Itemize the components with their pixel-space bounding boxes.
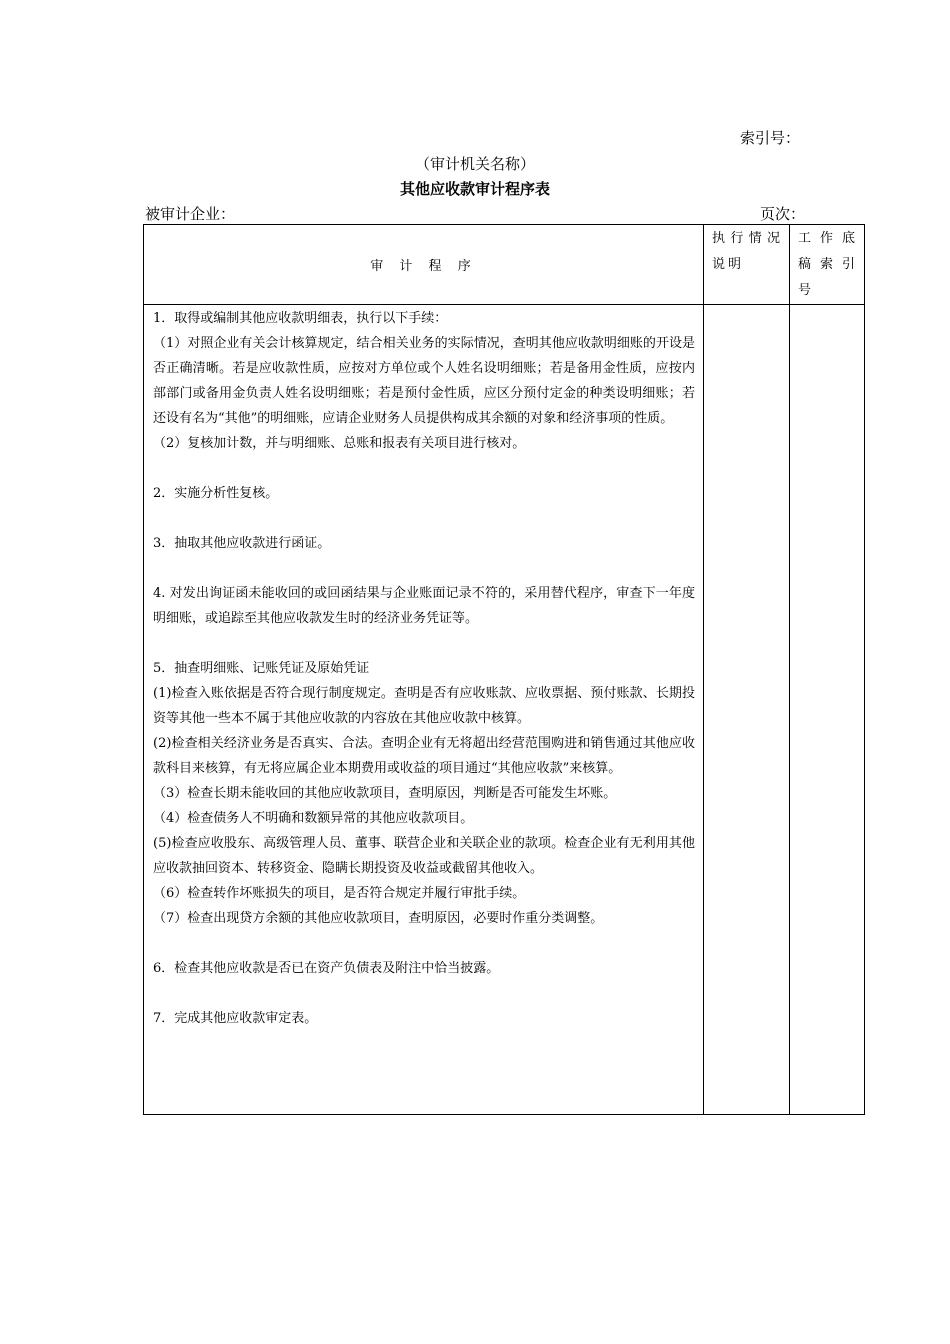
index-number-label: 索引号： <box>740 129 801 147</box>
audit-org-name: （审计机关名称） <box>414 155 535 173</box>
spacer <box>153 981 695 1006</box>
procedure-line: （3）检查长期未能收回的其他应收款项目，查明原因，判断是否可能发生坏账。 <box>153 786 617 801</box>
workpaper-index-cell[interactable] <box>790 305 865 1115</box>
procedure-line: (2)检查相关经济业务是否真实、合法。查明企业有无将超出经营范围购进和销售通过其他应收款科目来核算，有无将应属企业本期费用或收益的项目通过“其他应收款”来核算。 <box>153 736 695 776</box>
procedure-line: 7．完成其他应收款审定表。 <box>153 1011 318 1026</box>
procedure-line: （2）复核加计数，并与明细账、总账和报表有关项目进行核对。 <box>153 436 526 451</box>
procedure-line: 3．抽取其他应收款进行函证。 <box>153 536 331 551</box>
procedure-line: 2．实施分析性复核。 <box>153 486 279 501</box>
audited-enterprise-label: 被审计企业： <box>145 205 236 223</box>
spacer <box>153 931 695 956</box>
table-header-row <box>144 225 865 305</box>
audit-procedure-table <box>143 224 865 1115</box>
table-body-row <box>144 305 865 1115</box>
spacer <box>153 456 695 481</box>
procedure-cell <box>144 305 704 1115</box>
procedure-line: (1)检查入账依据是否符合现行制度规定。查明是否有应收账款、应收票据、预付账款、长期投资等其他一些本不属于其他应收款的内容放在其他应收款中核算。 <box>153 686 695 726</box>
execution-notes-cell[interactable] <box>704 305 790 1115</box>
procedure-line: （4）检查债务人不明确和数额异常的其他应收款项目。 <box>153 811 474 826</box>
spacer <box>153 556 695 581</box>
procedure-line: 4. 对发出询证函未能收回的或回函结果与企业账面记录不符的，采用替代程序，审查下一年度明细账，或追踪至其他应收款发生时的经济业务凭证等。 <box>153 586 695 626</box>
spacer <box>153 631 695 656</box>
page-number-label: 页次： <box>760 205 806 223</box>
header-workpaper-index: 工作底稿索引号 <box>790 225 865 305</box>
procedure-line: （1）对照企业有关会计核算规定，结合相关业务的实际情况，查明其他应收款明细账的开设是否正确清晰。若是应收款性质，应按对方单位或个人姓名设明细账；若是备用金性质，应按内部部门或备用金负责人姓名设明细账；若是预付金性质，应区分预付定金的种类设明细账；若还设有名为“其他”的明细账，应请企业财务人员提供构成其余额的对象和经济事项的性质。 <box>153 336 695 426</box>
procedure-line: （6）检查转作坏账损失的项目，是否符合规定并履行审批手续。 <box>153 886 526 901</box>
procedure-line: 6．检查其他应收款是否已在资产负债表及附注中恰当披露。 <box>153 961 500 976</box>
procedure-line: （7）检查出现贷方余额的其他应收款项目，查明原因，必要时作重分类调整。 <box>153 911 604 926</box>
header-audit-procedure: 审 计 程 序 <box>144 225 704 305</box>
spacer <box>153 506 695 531</box>
procedure-line: 1．取得或编制其他应收款明细表，执行以下手续： <box>153 311 448 326</box>
procedure-line: 5．抽查明细账、记账凭证及原始凭证 <box>153 661 370 676</box>
header-execution-notes: 执行情况说明 <box>704 225 790 305</box>
procedure-line: (5)检查应收股东、高级管理人员、董事、联营企业和关联企业的款项。检查企业有无利用其他应收款抽回资本、转移资金、隐瞒长期投资及收益或截留其他收入。 <box>153 836 695 876</box>
document-title: 其他应收款审计程序表 <box>399 180 550 198</box>
